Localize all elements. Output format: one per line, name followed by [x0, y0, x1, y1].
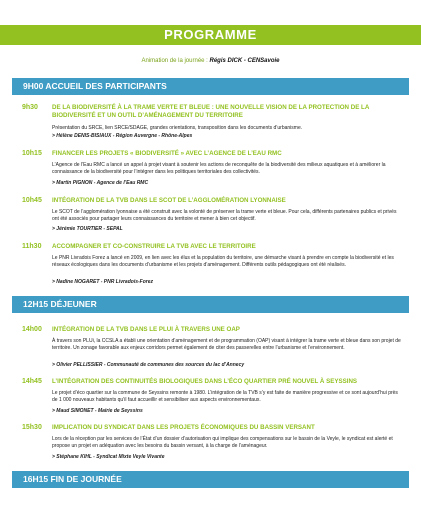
item-time: 10h15	[22, 150, 42, 157]
item-title: ACCOMPAGNER ET CO-CONSTRUIRE LA TVB AVEC LE TERRITOIRE	[52, 243, 256, 250]
item-time: 9h30	[22, 104, 38, 111]
item-title: INTÉGRATION DE LA TVB DANS LE SCOT DE L’AGGLOMÉRATION LYONNAISE	[52, 197, 286, 204]
item-description: Lors de la réception par les services de l’État d’un dossier d’autorisation qui implique des compensations sur le bassin de la Veyle, le syndicat est alerté et propose un projet en adéquation avec les besoins du bassin versant, à la charge de l’aménageur.	[52, 436, 393, 449]
item-title: INTÉGRATION DE LA TVB DANS LE PLUI À TRAVERS UNE OAP	[52, 326, 240, 333]
section-bar-accueil	[12, 78, 409, 95]
item-description: Le SCOT de l’agglomération lyonnaise a été construit avec la volonté de préserver la trame verte et bleue. Pour cela, différents partenaires publics et privés ont été associés pour partager leurs connaissances du territoire et mener à bien cet objectif.	[52, 209, 397, 222]
item-speaker: > Jérémie TOURTIER - SEPAL	[52, 226, 123, 232]
item-speaker: > Maud SIMONET - Mairie de Seyssins	[52, 408, 143, 414]
animation-label: Animation de la journée :	[141, 58, 208, 64]
item-title: IMPLICATION DU SYNDICAT DANS LES PROJETS ÉCONOMIQUES DU BASSIN VERSANT	[52, 424, 315, 431]
item-time: 15h30	[22, 424, 42, 431]
item-time: 14h00	[22, 326, 42, 333]
item-description: À travers son PLUi, la CCSLA a établi une orientation d’aménagement et de programmation (OAP) visant à intégrer la trame verte et bleue dans son projet de territoire. Un zonage favorable aux enjeux corridors permet également de citer des passerelles entre l’urbanisme et l’environnement.	[52, 338, 401, 351]
section-bar-fin	[12, 471, 409, 488]
section-bar-dejeuner	[12, 296, 409, 313]
section-heading: 9H00 ACCUEIL DES PARTICIPANTS	[23, 81, 167, 91]
page-title: PROGRAMME	[164, 27, 257, 42]
item-description: L’Agence de l’Eau RMC a lancé un appel à projet visant à soutenir les actions de reconquête de la biodiversité des milieux aquatiques et à améliorer la connaissance de la biodiversité pour l’intégrer dans les politiques territoriales des collectivités.	[52, 162, 386, 175]
section-heading: 12H15 DÉJEUNER	[23, 299, 97, 309]
animation-line	[0, 58, 421, 64]
item-title: FINANCER LES PROJETS « BIODIVERSITÉ » AVEC L’AGENCE DE L’EAU RMC	[52, 150, 282, 157]
item-description: Le PNR Livradois Forez a lancé en 2009, en lien avec les élus et la population du territoire, une démarche visant à prendre en compte la biodiversité et les réseaux écologiques dans les documents d’urbanisme et les projets d’aménagement. Différents outils pédagogiques ont été réalisés.	[52, 255, 394, 268]
item-speaker: > Hélène DENIS-BISIAUX - Région Auvergne - Rhône-Alpes	[52, 133, 193, 139]
animation-name: Régis DICK - CENSavoie	[209, 58, 280, 64]
item-time: 14h45	[22, 378, 42, 385]
item-title: L’INTÉGRATION DES CONTINUITÉS BIOLOGIQUES DANS L’ÉCO QUARTIER PRÉ NOUVEL À SEYSSINS	[52, 378, 358, 385]
item-title: DE LA BIODIVERSITÉ À LA TRAME VERTE ET BLEUE : UNE NOUVELLE VISION DE LA PROTECTION DE LA BIODIVERSITÉ ET UN OUTIL D’AMÉNAGEMENT DU TERRITOIRE	[52, 104, 370, 120]
programme-banner	[0, 25, 421, 45]
item-speaker: > Olivier PELLISSIER - Communauté de communes des sources du lac d’Annecy	[52, 362, 245, 368]
item-speaker: > Stéphane KIHL - Syndicat Mixte Veyle Vivante	[52, 454, 165, 460]
item-speaker: > Nadine NOGARET - PNR Livradois-Forez	[52, 279, 153, 285]
item-time: 11h30	[22, 243, 42, 250]
section-heading: 16H15 FIN DE JOURNÉE	[23, 474, 122, 484]
item-speaker: > Martin PIGNON - Agence de l’Eau RMC	[52, 180, 149, 186]
item-time: 10h45	[22, 197, 42, 204]
item-description: Le projet d’éco quartier sur la commune de Seyssins remonte à 1980. L’intégration de la TVB s’y est faite de manière progressive et ce sont aujourd’hui près de 1 000 nouveaux habitants qu’il faut accueillir et sensibiliser aux aspects environnementaux.	[52, 390, 398, 403]
item-description: Présentation du SRCE, lien SRCE/SDAGE, grandes orientations, transposition dans les documents d’urbanisme.	[52, 125, 303, 131]
